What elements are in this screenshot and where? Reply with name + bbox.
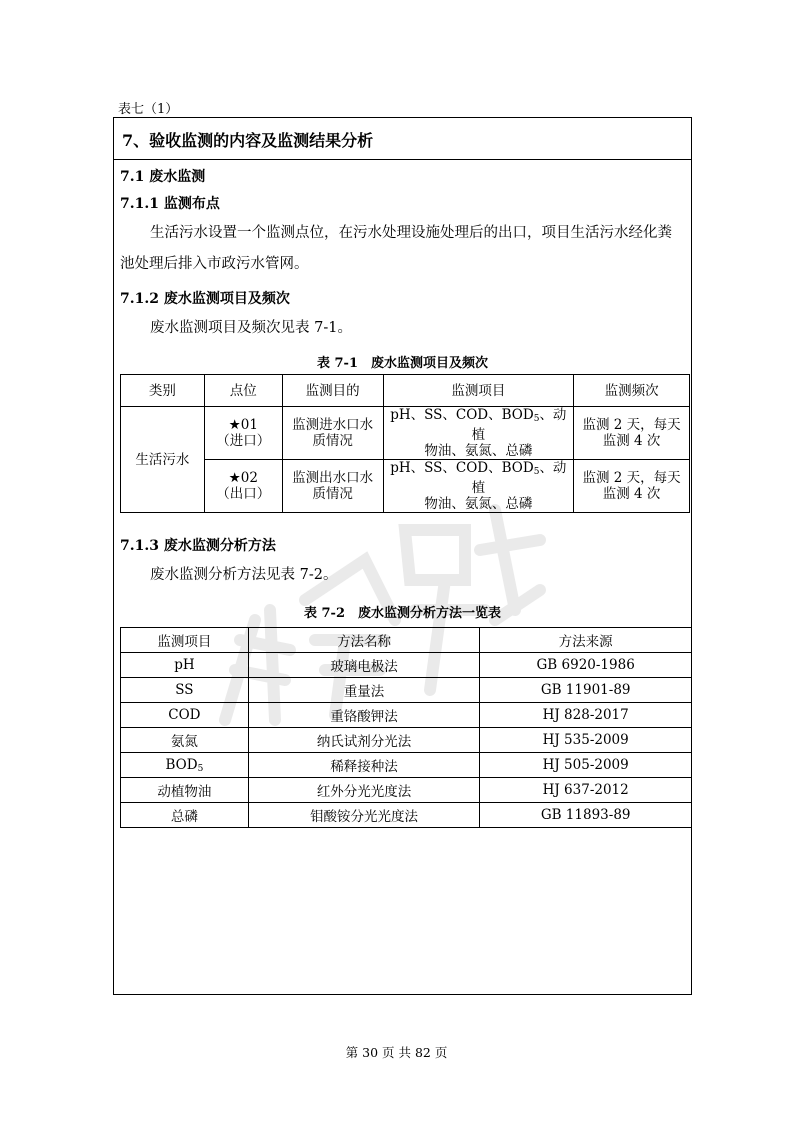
- items-line: [384, 460, 574, 496]
- paragraph-methods-ref: 废水监测分析方法见表 7-2。: [150, 567, 338, 583]
- table1-header: 监测目的: [282, 375, 383, 407]
- heading-7-1-1: 7.1.1 监测布点: [120, 196, 220, 212]
- table-row: [121, 778, 692, 803]
- freq-line: 监测 4 次: [602, 433, 661, 449]
- table1-frequency: [574, 460, 690, 513]
- point-id: ★02: [228, 470, 258, 486]
- content-frame: [113, 117, 692, 995]
- table1-point: [204, 460, 282, 513]
- item-sub: 5: [197, 763, 204, 774]
- section-title: 7、验收监测的内容及监测结果分析: [114, 118, 691, 160]
- table2-source: HJ 535-2009: [480, 728, 692, 753]
- table2-source: GB 6920-1986: [480, 653, 692, 678]
- table2-method: 钼酸铵分光光度法: [248, 803, 480, 828]
- item-text: BOD: [165, 756, 198, 773]
- table-row: [121, 678, 692, 703]
- table1-header: 监测频次: [574, 375, 690, 407]
- items-text: 、动植: [471, 407, 567, 443]
- purpose-line: 质情况: [312, 486, 353, 502]
- paragraph-items-ref: 废水监测项目及频次见表 7-1。: [150, 320, 352, 336]
- items-sub: 5: [533, 414, 540, 424]
- point-desc: （出口）: [216, 486, 271, 502]
- items-text: 、动植: [471, 460, 567, 496]
- table-row: [121, 460, 690, 513]
- point-desc: （进口）: [216, 433, 271, 449]
- freq-line: 监测 2 天，每天: [582, 417, 681, 433]
- table-row: [121, 407, 690, 460]
- table-row: [121, 653, 692, 678]
- table-row: [121, 753, 692, 778]
- items-line: [384, 407, 574, 443]
- table2-item: COD: [121, 703, 249, 728]
- table2-source: HJ 637-2012: [480, 778, 692, 803]
- table2-source: HJ 505-2009: [480, 753, 692, 778]
- items-text: pH、SS、COD、BOD: [390, 460, 534, 476]
- items-line: 物油、氨氮、总磷: [424, 443, 533, 459]
- table1-purpose: [282, 407, 383, 460]
- table2-header: 方法名称: [248, 628, 480, 653]
- table1-point: [204, 407, 282, 460]
- table1-category: 生活污水: [121, 407, 205, 513]
- table2-method: 重量法: [248, 678, 480, 703]
- purpose-line: 监测进水口水: [292, 417, 374, 433]
- table2-header: 监测项目: [121, 628, 249, 653]
- table1-header: 监测项目: [383, 375, 574, 407]
- table-row: [121, 728, 692, 753]
- table1-purpose: [282, 460, 383, 513]
- items-text: pH、SS、COD、BOD: [390, 407, 534, 423]
- table-label: 表七（1）: [118, 102, 179, 117]
- freq-line: 监测 4 次: [602, 486, 661, 502]
- table2-item: 氨氮: [121, 728, 249, 753]
- table2-source: GB 11893-89: [480, 803, 692, 828]
- table1-items: [383, 407, 574, 460]
- table2-item: [121, 753, 249, 778]
- table-analysis-methods: [120, 627, 692, 828]
- table1-items: [383, 460, 574, 513]
- heading-7-1-2: 7.1.2 废水监测项目及频次: [120, 291, 290, 307]
- table2-method: 红外分光光度法: [248, 778, 480, 803]
- table2-caption: 表 7-2 废水监测分析方法一览表: [303, 606, 501, 621]
- heading-7-1-3: 7.1.3 废水监测分析方法: [120, 538, 276, 554]
- table2-source: GB 11901-89: [480, 678, 692, 703]
- freq-line: 监测 2 天，每天: [582, 470, 681, 486]
- purpose-line: 监测出水口水: [292, 470, 374, 486]
- table-row: [121, 803, 692, 828]
- items-line: 物油、氨氮、总磷: [424, 496, 533, 512]
- table1-header: 点位: [204, 375, 282, 407]
- table1-frequency: [574, 407, 690, 460]
- table2-source: HJ 828-2017: [480, 703, 692, 728]
- table-monitoring-items: [120, 374, 690, 513]
- items-sub: 5: [533, 467, 540, 477]
- table2-method: 玻璃电极法: [248, 653, 480, 678]
- page-number: 第 30 页 共 82 页: [345, 1045, 448, 1060]
- table1-header: 类别: [121, 375, 205, 407]
- table2-header: 方法来源: [480, 628, 692, 653]
- table2-item: 动植物油: [121, 778, 249, 803]
- table2-method: 重铬酸钾法: [248, 703, 480, 728]
- point-id: ★01: [228, 417, 258, 433]
- table2-method: 稀释接种法: [248, 753, 480, 778]
- table-row: [121, 703, 692, 728]
- table2-item: 总磷: [121, 803, 249, 828]
- purpose-line: 质情况: [312, 433, 353, 449]
- table1-caption: 表 7-1 废水监测项目及频次: [316, 356, 488, 371]
- table2-method: 纳氏试剂分光法: [248, 728, 480, 753]
- paragraph-monitoring-points: 生活污水设置一个监测点位，在污水处理设施处理后的出口，项目生活污水经化粪池处理后排入市政污水管网。: [120, 225, 672, 272]
- table2-item: SS: [121, 678, 249, 703]
- table2-item: pH: [121, 653, 249, 678]
- heading-7-1: 7.1 废水监测: [120, 169, 206, 185]
